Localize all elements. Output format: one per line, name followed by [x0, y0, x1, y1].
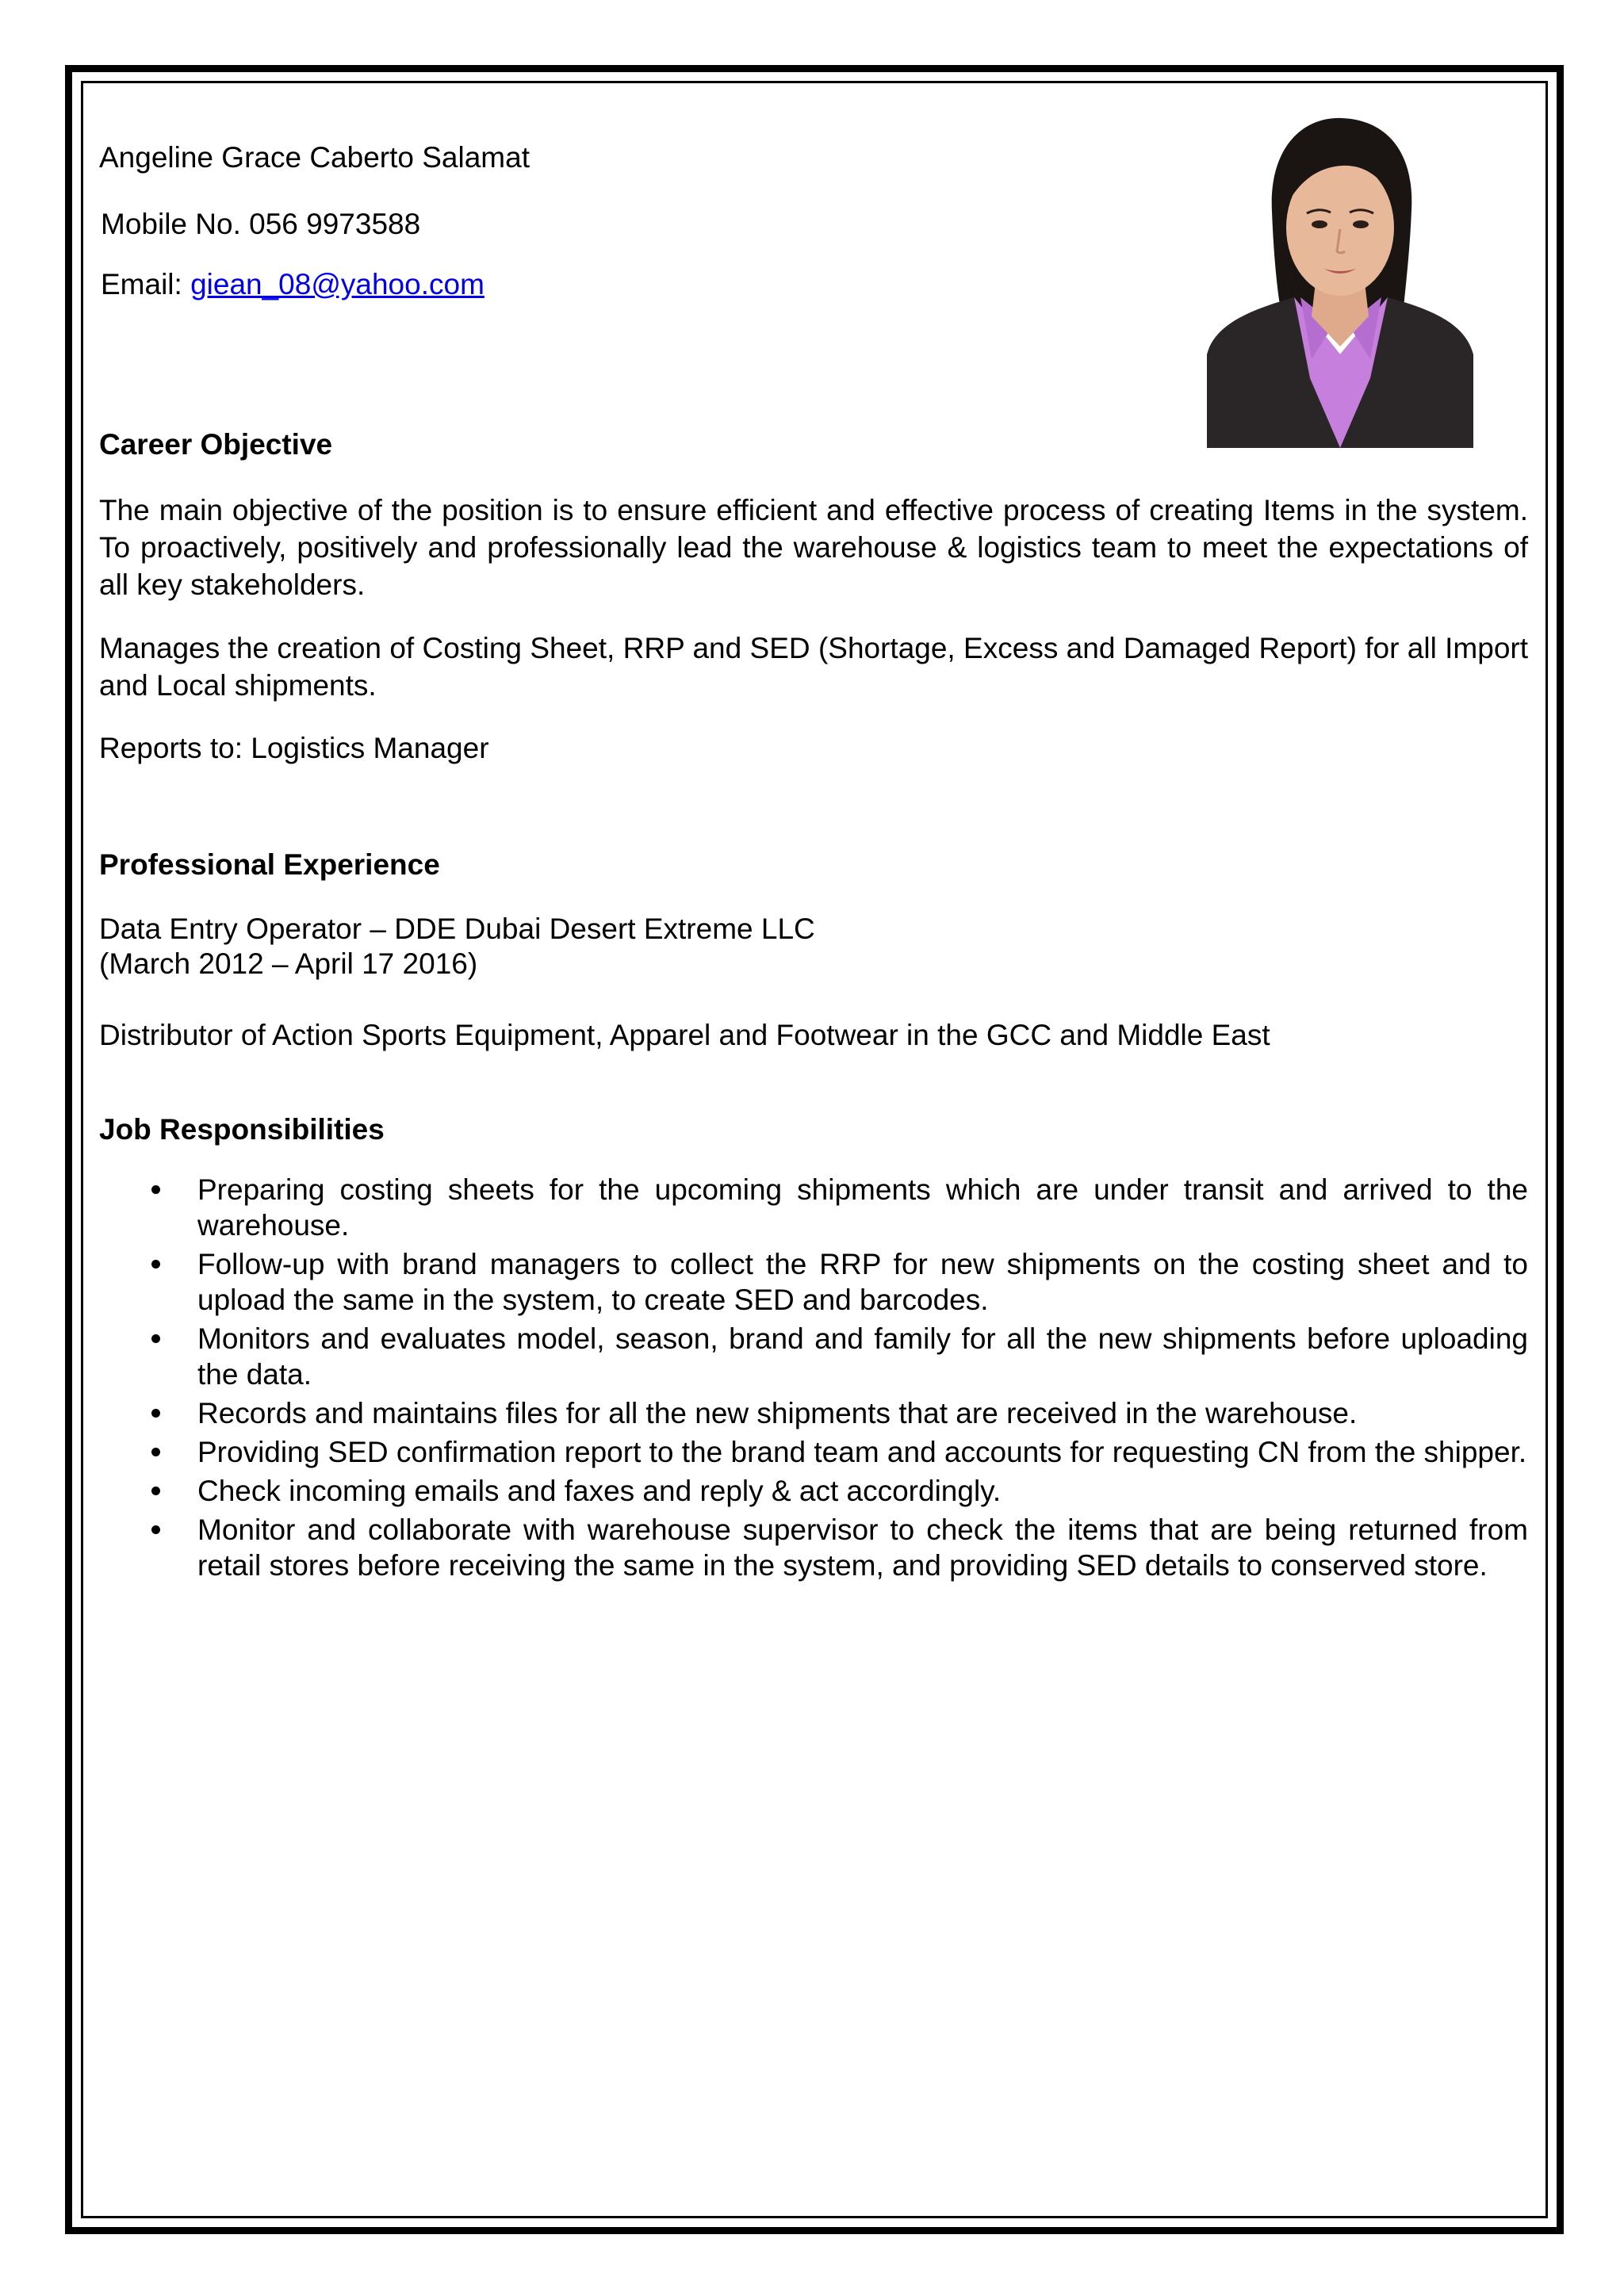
bullet-icon [151, 1334, 160, 1343]
responsibility-text: Providing SED confirmation report to the brand team and accounts for requesting CN from the shipper. [197, 1436, 1527, 1468]
bullet-icon [151, 1409, 160, 1418]
responsibility-text: Check incoming emails and faxes and reply & act accordingly. [197, 1475, 1002, 1507]
email-link[interactable]: giean_08@yahoo.com [190, 268, 485, 300]
career-objective-paragraph-1: The main objective of the position is to ensure efficient and effective process of creating Items in the system. To proactively, positively and professionally lead the warehouse & logistics team to meet the expectations of all key stakeholders. [99, 494, 1528, 601]
list-item [99, 1473, 1528, 1509]
bullet-icon [151, 1260, 160, 1269]
bullet-icon [151, 1487, 160, 1495]
job-role: Data Entry Operator – DDE Dubai Desert Extreme LLC [99, 913, 815, 945]
mobile-number: Mobile No. 056 9973588 [101, 208, 421, 240]
bullet-icon [151, 1448, 160, 1456]
responsibilities-list [99, 1172, 1528, 1586]
responsibility-text: Records and maintains files for all the new shipments that are received in the warehouse. [197, 1397, 1358, 1429]
list-item [99, 1246, 1528, 1318]
list-item [99, 1434, 1528, 1470]
list-item [99, 1172, 1528, 1243]
email-line [101, 266, 485, 303]
responsibility-text: Monitor and collaborate with warehouse supervisor to check the items that are being returned from retail stores before receiving the same in the system, and providing SED details to conserved store. [197, 1513, 1528, 1582]
responsibility-text: Preparing costing sheets for the upcoming shipments which are under transit and arrived to the warehouse. [197, 1173, 1528, 1242]
responsibility-text: Follow-up with brand managers to collect the RRP for new shipments on the costing sheet and to upload the same in the system, to create SED and barcodes. [197, 1248, 1528, 1316]
bullet-icon [151, 1185, 160, 1194]
company-description: Distributor of Action Sports Equipment, Apparel and Footwear in the GCC and Middle East [99, 1019, 1270, 1051]
list-item [99, 1321, 1528, 1392]
job-responsibilities-heading: Job Responsibilities [99, 1113, 385, 1146]
career-objective-paragraph-2: Manages the creation of Costing Sheet, RRP and SED (Shortage, Excess and Damaged Report) for all Import and Local shipments. [99, 632, 1528, 702]
employment-dates: (March 2012 – April 17 2016) [99, 947, 478, 980]
list-item [99, 1512, 1528, 1583]
reports-to: Reports to: Logistics Manager [99, 732, 489, 764]
profile-photo-image [1207, 117, 1473, 448]
professional-experience-heading: Professional Experience [99, 848, 440, 881]
profile-photo [1207, 117, 1473, 448]
list-item [99, 1395, 1528, 1431]
bullet-icon [151, 1525, 160, 1534]
career-objective-heading: Career Objective [99, 428, 333, 461]
responsibility-text: Monitors and evaluates model, season, brand and family for all the new shipments before uploading the data. [197, 1322, 1528, 1391]
email-label: Email: [101, 268, 191, 300]
applicant-name: Angeline Grace Caberto Salamat [99, 141, 530, 174]
